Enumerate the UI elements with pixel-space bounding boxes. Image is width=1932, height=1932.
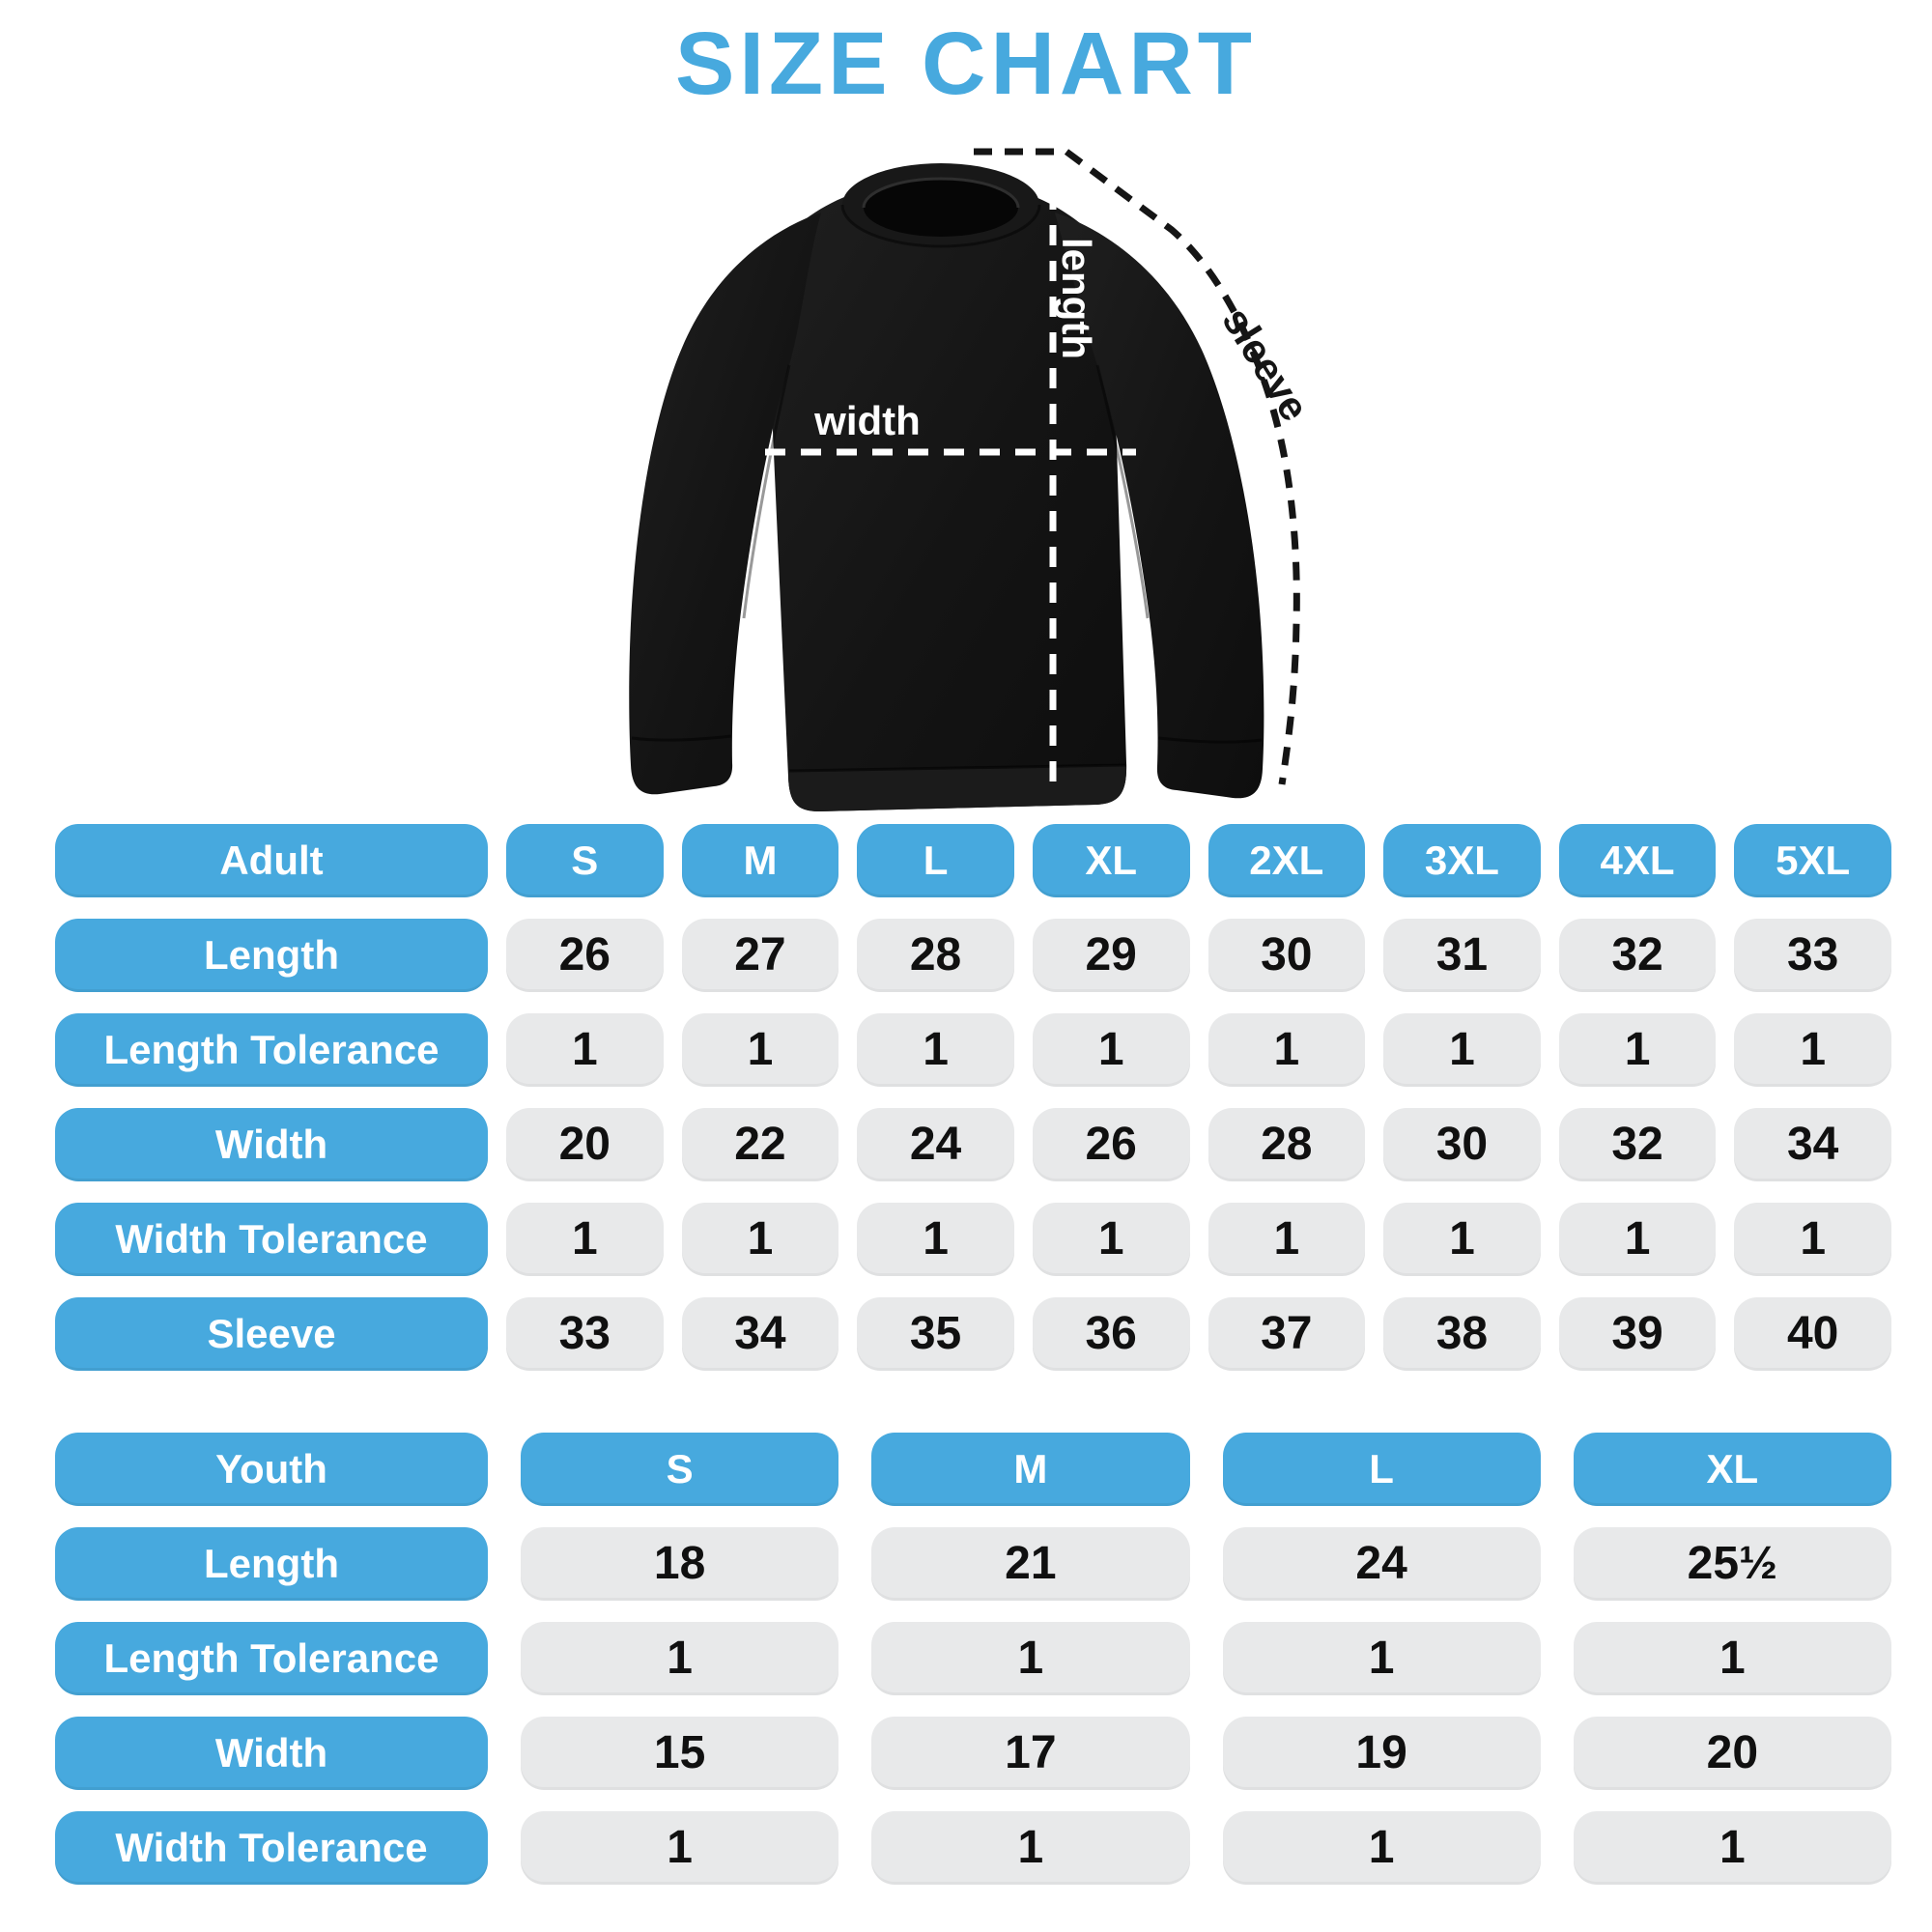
sweatshirt-illustration — [483, 97, 1352, 831]
youth-table-row — [55, 1717, 1891, 1790]
value-cell: 28 — [857, 919, 1014, 992]
youth-size-header-M: M — [871, 1433, 1189, 1506]
value-cell: 19 — [1223, 1717, 1541, 1790]
youth-table-row — [55, 1622, 1891, 1695]
youth-table-row — [55, 1527, 1891, 1601]
value-cell: 33 — [1734, 919, 1891, 992]
adult-size-header-XL: XL — [1033, 824, 1190, 897]
value-cell: 1 — [682, 1013, 839, 1087]
value-cell: 35 — [857, 1297, 1014, 1371]
value-cell: 39 — [1559, 1297, 1717, 1371]
youth-size-header-L: L — [1223, 1433, 1541, 1506]
adult-table-row — [55, 1203, 1891, 1276]
value-cell: 25½ — [1574, 1527, 1891, 1601]
value-cell: 24 — [1223, 1527, 1541, 1601]
adult-table-row — [55, 1108, 1891, 1181]
row-label: Length Tolerance — [55, 1622, 488, 1695]
adult-size-header-M: M — [682, 824, 839, 897]
value-cell: 37 — [1208, 1297, 1366, 1371]
page-title: SIZE CHART — [675, 14, 1257, 113]
adult-table-row — [55, 919, 1891, 992]
value-cell: 15 — [521, 1717, 838, 1790]
value-cell: 36 — [1033, 1297, 1190, 1371]
row-label: Width Tolerance — [55, 1811, 488, 1885]
value-cell: 30 — [1383, 1108, 1541, 1181]
adult-size-header-S: S — [506, 824, 664, 897]
value-cell: 1 — [1574, 1622, 1891, 1695]
value-cell: 30 — [1208, 919, 1366, 992]
value-cell: 1 — [1574, 1811, 1891, 1885]
value-cell: 20 — [1574, 1717, 1891, 1790]
adult-size-table — [55, 824, 1891, 1392]
value-cell: 1 — [1734, 1013, 1891, 1087]
value-cell: 27 — [682, 919, 839, 992]
value-cell: 1 — [1383, 1203, 1541, 1276]
value-cell: 20 — [506, 1108, 664, 1181]
value-cell: 22 — [682, 1108, 839, 1181]
value-cell: 1 — [1208, 1013, 1366, 1087]
value-cell: 1 — [1223, 1811, 1541, 1885]
value-cell: 1 — [871, 1811, 1189, 1885]
value-cell: 1 — [1208, 1203, 1366, 1276]
value-cell: 1 — [506, 1013, 664, 1087]
value-cell: 1 — [857, 1203, 1014, 1276]
youth-size-header-S: S — [521, 1433, 838, 1506]
value-cell: 28 — [1208, 1108, 1366, 1181]
value-cell: 1 — [857, 1013, 1014, 1087]
width-measure-label: width — [814, 398, 921, 443]
sleeve-measure-label: sleeve — [1213, 298, 1319, 429]
row-label: Sleeve — [55, 1297, 488, 1371]
value-cell: 1 — [1033, 1203, 1190, 1276]
adult-table-title-cell: Adult — [55, 824, 488, 897]
value-cell: 1 — [521, 1622, 838, 1695]
adult-size-header-2XL: 2XL — [1208, 824, 1366, 897]
value-cell: 1 — [1559, 1013, 1717, 1087]
adult-table-row — [55, 1297, 1891, 1371]
adult-size-header-3XL: 3XL — [1383, 824, 1541, 897]
value-cell: 32 — [1559, 1108, 1717, 1181]
value-cell: 1 — [1223, 1622, 1541, 1695]
value-cell: 1 — [521, 1811, 838, 1885]
row-label: Length — [55, 919, 488, 992]
value-cell: 32 — [1559, 919, 1717, 992]
length-measure-label: length — [1054, 238, 1099, 359]
value-cell: 40 — [1734, 1297, 1891, 1371]
adult-table-row — [55, 1013, 1891, 1087]
adult-size-header-L: L — [857, 824, 1014, 897]
value-cell: 38 — [1383, 1297, 1541, 1371]
value-cell: 18 — [521, 1527, 838, 1601]
value-cell: 33 — [506, 1297, 664, 1371]
value-cell: 26 — [1033, 1108, 1190, 1181]
value-cell: 1 — [1383, 1013, 1541, 1087]
sweatshirt-measurement-diagram — [483, 97, 1352, 831]
adult-size-header-4XL: 4XL — [1559, 824, 1717, 897]
youth-size-header-XL: XL — [1574, 1433, 1891, 1506]
value-cell: 21 — [871, 1527, 1189, 1601]
value-cell: 1 — [1033, 1013, 1190, 1087]
value-cell: 31 — [1383, 919, 1541, 992]
value-cell: 29 — [1033, 919, 1190, 992]
adult-header-row — [55, 824, 1891, 897]
value-cell: 1 — [1734, 1203, 1891, 1276]
value-cell: 34 — [1734, 1108, 1891, 1181]
youth-table-row — [55, 1811, 1891, 1885]
row-label: Width Tolerance — [55, 1203, 488, 1276]
value-cell: 26 — [506, 919, 664, 992]
youth-header-row — [55, 1433, 1891, 1506]
value-cell: 1 — [1559, 1203, 1717, 1276]
value-cell: 24 — [857, 1108, 1014, 1181]
row-label: Width — [55, 1717, 488, 1790]
row-label: Width — [55, 1108, 488, 1181]
value-cell: 34 — [682, 1297, 839, 1371]
value-cell: 1 — [871, 1622, 1189, 1695]
value-cell: 17 — [871, 1717, 1189, 1790]
row-label: Length — [55, 1527, 488, 1601]
adult-size-header-5XL: 5XL — [1734, 824, 1891, 897]
value-cell: 1 — [682, 1203, 839, 1276]
youth-size-table — [55, 1433, 1891, 1906]
youth-table-title-cell: Youth — [55, 1433, 488, 1506]
value-cell: 1 — [506, 1203, 664, 1276]
row-label: Length Tolerance — [55, 1013, 488, 1087]
